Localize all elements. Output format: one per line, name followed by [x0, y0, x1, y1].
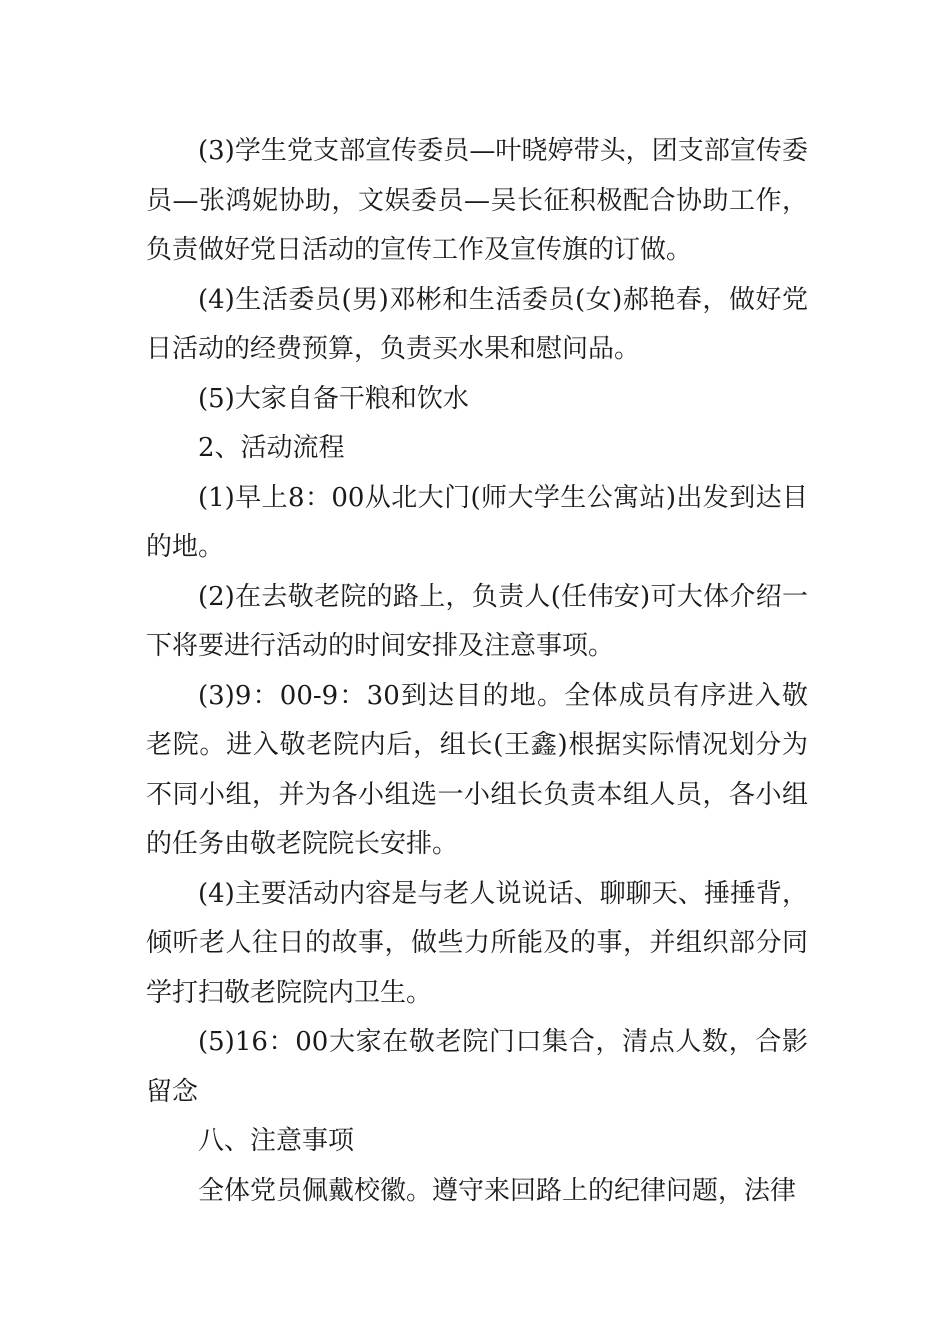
- section-heading-precautions: 八、注意事项: [198, 1126, 355, 1156]
- paragraph-departure: (1)早上8：00从北大门(师大学生公寓站)出发到达目的地。: [146, 482, 808, 562]
- section-heading-activity-flow: 2、活动流程: [198, 433, 345, 463]
- paragraph-publicity-duty: (3)学生党支部宣传委员—叶晓婷带头，团支部宣传委员—张鸿妮协助，文娱委员—吴长征积极配合协助工作，负责做好党日活动的宣传工作及宣传旗的订做。: [146, 136, 808, 265]
- paragraph-gathering: (5)16：00大家在敬老院门口集合，清点人数，合影留念: [146, 1027, 808, 1107]
- paragraph-arrival: (3)9：00-9：30到达目的地。全体成员有序进入敬老院。进入敬老院内后，组长(王鑫)根据实际情况划分为不同小组，并为各小组选一小组长负责本组人员，各小组的任务由敬老院院长安排。: [146, 680, 808, 859]
- document-body: [146, 127, 808, 1216]
- paragraph-precautions: 全体党员佩戴校徽。遵守来回路上的纪律问题，法律: [198, 1175, 797, 1206]
- paragraph-main-activity: (4)主要活动内容是与老人说说话、聊聊天、捶捶背，倾听老人往日的故事，做些力所能及的事，并组织部分同学打扫敬老院院内卫生。: [146, 878, 808, 1008]
- paragraph-food-water: (5)大家自备干粮和饮水: [198, 383, 469, 414]
- paragraph-budget-duty: (4)生活委员(男)邓彬和生活委员(女)郝艳春，做好党日活动的经费预算，负责买水果和慰问品。: [146, 284, 808, 364]
- paragraph-on-the-way: (2)在去敬老院的路上，负责人(任伟安)可大体介绍一下将要进行活动的时间安排及注意事项。: [146, 581, 808, 661]
